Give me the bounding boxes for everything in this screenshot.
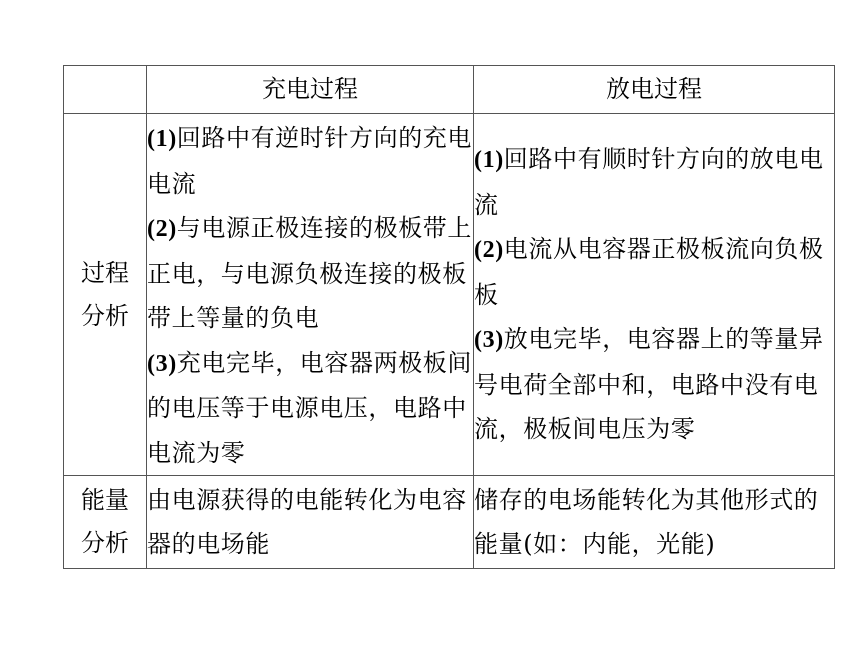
charge-item: (1)回路中有逆时针方向的充电电流 — [147, 124, 472, 198]
process-row — [64, 114, 835, 476]
row-label-line: 分析 — [81, 301, 129, 330]
charge-item: (3)充电完毕，电容器两极板间的电压等于电源电压，电路中电流为零 — [147, 348, 472, 467]
row-label-line: 过程 — [81, 258, 129, 287]
discharge-item: (1)回路中有顺时针方向的放电电流 — [474, 145, 824, 219]
discharge-item: (3)放电完毕，电容器上的等量异号电荷全部中和，电路中没有电流，极板间电压为零 — [474, 325, 824, 444]
comparison-table — [63, 65, 835, 569]
header-charge: 充电过程 — [147, 66, 474, 114]
row-label-line: 分析 — [81, 529, 129, 557]
discharge-energy-cell: 储存的电场能转化为其他形式的能量(如：内能，光能) — [474, 476, 835, 569]
header-row — [64, 66, 835, 114]
charge-item: (2)与电源正极连接的极板带上正电，与电源负极连接的极板带上等量的负电 — [147, 214, 472, 332]
charge-energy-cell: 由电源获得的电能转化为电容器的电场能 — [147, 476, 474, 569]
row-label-energy — [64, 476, 147, 569]
energy-row — [64, 476, 835, 569]
corner-cell — [64, 66, 147, 114]
row-label-line: 能量 — [81, 486, 129, 514]
header-discharge: 放电过程 — [474, 66, 835, 114]
discharge-process-cell — [474, 114, 835, 476]
charge-process-cell — [147, 114, 474, 476]
row-label-process — [64, 114, 147, 476]
discharge-item: (2)电流从电容器正极板流向负极板 — [474, 235, 824, 309]
